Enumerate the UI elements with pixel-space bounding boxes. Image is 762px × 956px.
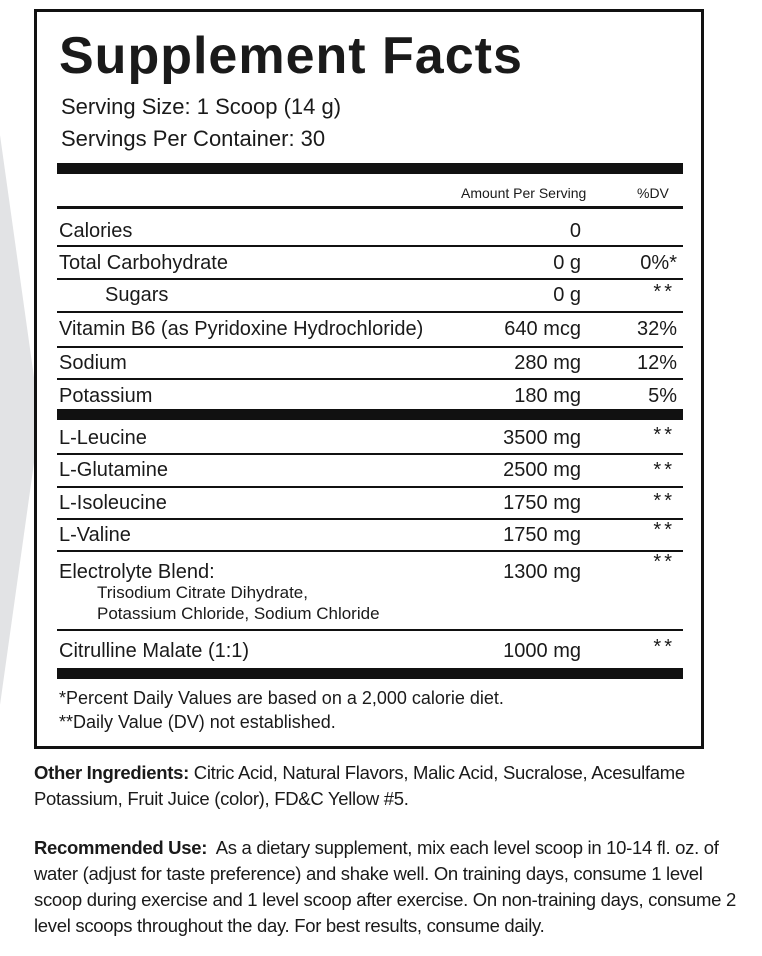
row-name: Calories	[59, 220, 133, 242]
other-ingredients	[34, 760, 746, 812]
row-name: L-Leucine	[59, 427, 147, 449]
row-amount: 0 g	[553, 284, 581, 306]
row-amount: 2500 mg	[503, 459, 581, 481]
row-dv: **	[653, 551, 675, 573]
row-dv: **	[653, 281, 675, 303]
row-name: L-Isoleucine	[59, 492, 167, 514]
row-dv: **	[653, 636, 675, 658]
serving-size: Serving Size: 1 Scoop (14 g)	[61, 94, 342, 119]
amount-header: Amount Per Serving	[461, 185, 587, 201]
row-rule	[57, 629, 683, 631]
thick-rule-top	[57, 163, 683, 174]
row-dv: 0%*	[640, 252, 677, 274]
recommended-use-label: Recommended Use:	[34, 837, 208, 858]
row-name: L-Valine	[59, 524, 131, 546]
row-name: Citrulline Malate (1:1)	[59, 640, 250, 662]
row-amount: 0 g	[553, 252, 581, 274]
row-name: Sugars	[105, 284, 169, 306]
row-dv: 5%	[648, 385, 677, 407]
row-rule	[57, 311, 683, 313]
servings-per-container: Servings Per Container: 30	[61, 126, 326, 151]
footnote-dv: **Daily Value (DV) not established.	[59, 712, 336, 732]
recommended-use-text: As a dietary supplement, mix each level scoop in 10-14 fl. oz. of water (adjust for taste preference) and shake well. On training days, consume 1 level scoop during exercise and 1 level scoop after exercise. On non-training days, consume 2 level scoops throughout the day. For best results, consume daily.	[34, 837, 741, 936]
row-amount: 3500 mg	[503, 427, 581, 449]
row-rule	[57, 518, 683, 520]
row-dv: **	[653, 519, 675, 541]
blend-ingredient-line: Potassium Chloride, Sodium Chloride	[97, 604, 380, 623]
row-amount: 640 mcg	[504, 318, 581, 340]
thick-rule-middle	[57, 409, 683, 420]
row-amount: 1000 mg	[503, 640, 581, 662]
row-amount: 1300 mg	[503, 561, 581, 583]
thick-rule-bottom	[57, 668, 683, 679]
row-dv: **	[653, 490, 675, 512]
row-name: Sodium	[59, 352, 127, 374]
recommended-use	[34, 835, 746, 939]
row-amount: 1750 mg	[503, 492, 581, 514]
header-rule	[57, 206, 683, 209]
row-amount: 280 mg	[514, 352, 581, 374]
row-rule	[57, 486, 683, 488]
other-ingredients-label: Other Ingredients:	[34, 762, 189, 783]
row-dv: 32%	[636, 318, 677, 340]
blend-ingredient-line: Trisodium Citrate Dihydrate,	[97, 583, 308, 602]
row-name: Potassium	[59, 385, 153, 407]
row-name: Vitamin B6 (as Pyridoxine Hydrochloride)	[59, 318, 424, 340]
footnote-percent: *Percent Daily Values are based on a 2,000 calorie diet.	[59, 688, 504, 708]
row-rule	[57, 245, 683, 247]
row-rule	[57, 346, 683, 348]
row-amount: 1750 mg	[503, 524, 581, 546]
row-rule	[57, 453, 683, 455]
row-rule	[57, 550, 683, 552]
supplement-facts-panel	[34, 9, 704, 749]
row-name: L-Glutamine	[59, 459, 168, 481]
row-dv: **	[653, 424, 675, 446]
other-ingredients-text: Citric Acid, Natural Flavors, Malic Acid, Sucralose, Acesulfame Potassium, Fruit Juice (color), FD&C Yellow #5.	[34, 762, 685, 809]
row-name: Electrolyte Blend:	[59, 561, 215, 583]
dv-header: %DV	[637, 185, 669, 201]
row-amount: 180 mg	[514, 385, 581, 407]
row-rule	[57, 378, 683, 380]
row-amount: 0	[569, 220, 581, 242]
row-rule	[57, 278, 683, 280]
panel-title: Supplement Facts	[59, 27, 523, 85]
row-name: Total Carbohydrate	[59, 252, 228, 274]
row-dv: **	[653, 459, 675, 481]
row-dv: 12%	[636, 352, 677, 374]
